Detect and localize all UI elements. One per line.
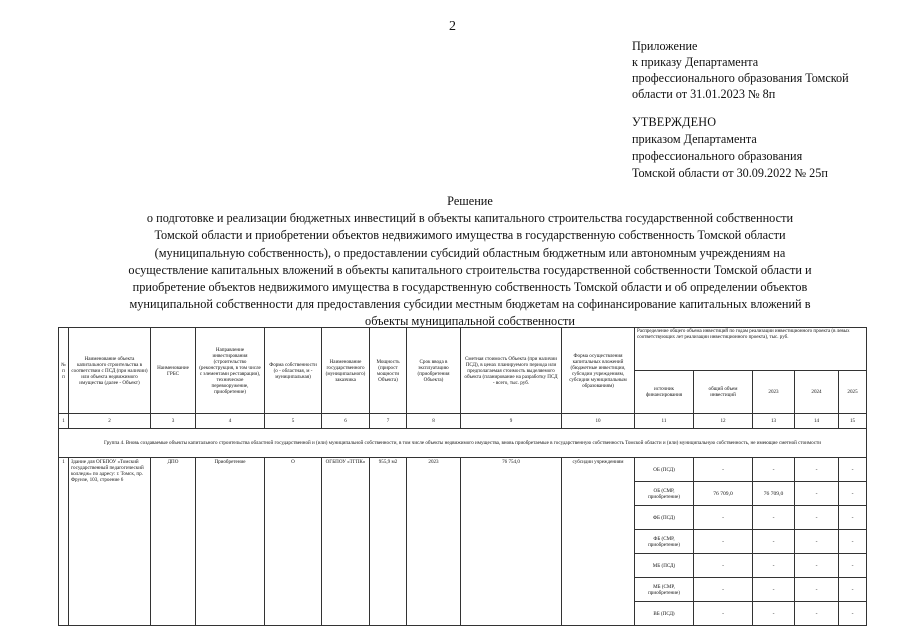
table-row [59,458,867,482]
funding-source: ОБ (ПСД) [635,458,694,482]
funding-source: МБ (СМР, приобретение) [635,578,694,602]
column-number: 9 [461,414,562,429]
title-heading: Решение [447,194,493,208]
funding-total: - [694,602,753,626]
title-line: осуществление капитальных вложений в объекты капитального строительства государственной собственности Томской области и [128,262,812,277]
header-cell: Наименование ГРБС [151,328,196,414]
column-number: 3 [151,414,196,429]
annex-line: Приложение [632,39,698,53]
funding-2023: - [753,506,795,530]
item-cost: 76 754,0 [461,458,562,626]
title-line: муниципальной собственности для предоставления субсидии местным бюджетам на софинансирование капитальных вложений в [129,297,811,312]
column-number-row [59,414,867,429]
header-cell: Форма собственности (о - областная, м - муниципальная) [265,328,322,414]
item-customer: ОГБПОУ «ТГПК» [322,458,370,626]
funding-2023: - [753,554,795,578]
funding-2023: - [753,530,795,554]
funding-source: ВБ (ПСД) [635,602,694,626]
column-number: 2 [69,414,151,429]
funding-total: - [694,530,753,554]
column-number: 10 [562,414,635,429]
funding-2024: - [795,578,839,602]
item-direction: Приобретение [196,458,265,626]
funding-total: - [694,578,753,602]
column-number: 11 [635,414,694,429]
title-line: приобретение объектов недвижимого имущества в государственную собственность Томской области и об определении объектов [132,280,808,295]
funding-2025: - [839,482,867,506]
item-form: субсидии учреждениям [562,458,635,626]
funding-2023: - [753,458,795,482]
header-cell: Сметная стоимость Объекта (при наличии ПСД), в ценах планируемого периода или предполагаемая стоимость выделяемого объекта (планирование на разработку ПСД - всего, тыс. руб. [461,328,562,414]
header-cell: Наименование государственного (муниципального) заказчика [322,328,370,414]
title-line: о подготовке и реализации бюджетных инвестиций в объекты капитального строительства государственной собственности [146,211,794,226]
column-number: 6 [322,414,370,429]
funding-2024: - [795,530,839,554]
funding-2025: - [839,506,867,530]
header-cell: источник финансирования [635,371,694,414]
item-term: 2023 [407,458,461,626]
funding-2025: - [839,458,867,482]
column-number: 1 [59,414,69,429]
funding-2024: - [795,506,839,530]
investment-table [58,327,867,626]
title-line: объекты муниципальной собственности [365,314,575,329]
funding-2023: 76 709,0 [753,482,795,506]
title-line: Томской области и приобретении объектов недвижимого имущества в государственную собственность Томской области [154,228,786,243]
column-number: 14 [795,414,839,429]
header-cell: Направление инвестирования (строительство (реконструкция, в том числе с элементами реставрации), техническое перевооружение, приобретение) [196,328,265,414]
funding-source: МБ (ПСД) [635,554,694,578]
funding-2024: - [795,458,839,482]
approval-line: Томской области от 30.09.2022 № 25п [632,166,828,180]
funding-total: - [694,458,753,482]
approval-stamp: УТВЕРЖДЕНО [632,115,717,129]
document-title [50,193,890,331]
approval-block [632,114,828,182]
funding-source: ОБ (СМР, приобретение) [635,482,694,506]
funding-2023: - [753,602,795,626]
approval-line: приказом Департамента [632,132,757,146]
column-number: 15 [839,414,867,429]
funding-2023: - [753,578,795,602]
header-cell: 2024 [795,371,839,414]
funding-total: - [694,554,753,578]
annex-line: к приказу Департамента [632,55,759,69]
annex-line: области от 31.01.2023 № 8п [632,87,776,101]
item-ownership: О [265,458,322,626]
page-number: 2 [449,19,456,34]
distribution-header: Распределение общего объема инвестиций по годам реализации инвестиционного проекта (в левых соответствующих лет реализации инвестиционного проекта), тыс. руб. [635,328,867,371]
funding-2025: - [839,530,867,554]
title-line: (муниципальную собственность), о предоставлении субсидий областным бюджетным или автономным учреждениям на [154,245,786,260]
column-number: 7 [370,414,407,429]
header-row [59,328,867,371]
column-number: 4 [196,414,265,429]
group-heading: Группа 4. Вновь создаваемые объекты капитального строительства областной государственной и (или) муниципальной собственности, в том числе объекты недвижимого имущества, вновь приобретаемые в государственную собственность Томской области и (или) муниципальную собственность, не имеющие сметной стоимости [59,429,867,458]
header-cell: общий объем инвестиций [694,371,753,414]
header-cell: Мощность (прирост мощности Объекта) [370,328,407,414]
annex-line: профессионального образования Томской [632,71,849,85]
header-cell: Наименование объекта капитального строительства в соответствии с ПСД (при наличии) или объекта недвижимого имущества (далее - Объект) [69,328,151,414]
funding-total: 76 709,0 [694,482,753,506]
item-number: 1 [59,458,69,626]
column-number: 12 [694,414,753,429]
funding-2025: - [839,554,867,578]
funding-2025: - [839,602,867,626]
funding-2024: - [795,482,839,506]
group-row [59,429,867,458]
header-cell: 2025 [839,371,867,414]
item-name: Здание для ОГБПОУ «Томский государственный педагогический колледж» по адресу: г. Томск, пр. Фрунзе, 103, строение 6 [69,458,151,626]
funding-2025: - [839,578,867,602]
approval-line: профессионального образования [632,149,803,163]
header-cell: № пп [59,328,69,414]
column-number: 13 [753,414,795,429]
item-capacity: 955,9 м2 [370,458,407,626]
item-grbs: ДПО [151,458,196,626]
column-number: 8 [407,414,461,429]
header-cell: Форма осуществления капитальных вложений (бюджетные инвестиции, субсидии учреждениям, субсидии муниципальным образованиям) [562,328,635,414]
annex-block [632,38,849,102]
funding-source: ФБ (СМР, приобретение) [635,530,694,554]
funding-source: ФБ (ПСД) [635,506,694,530]
header-cell: 2023 [753,371,795,414]
column-number: 5 [265,414,322,429]
funding-total: - [694,506,753,530]
funding-2024: - [795,602,839,626]
funding-2024: - [795,554,839,578]
header-cell: Срок ввода в эксплуатацию (приобретения Объекта) [407,328,461,414]
